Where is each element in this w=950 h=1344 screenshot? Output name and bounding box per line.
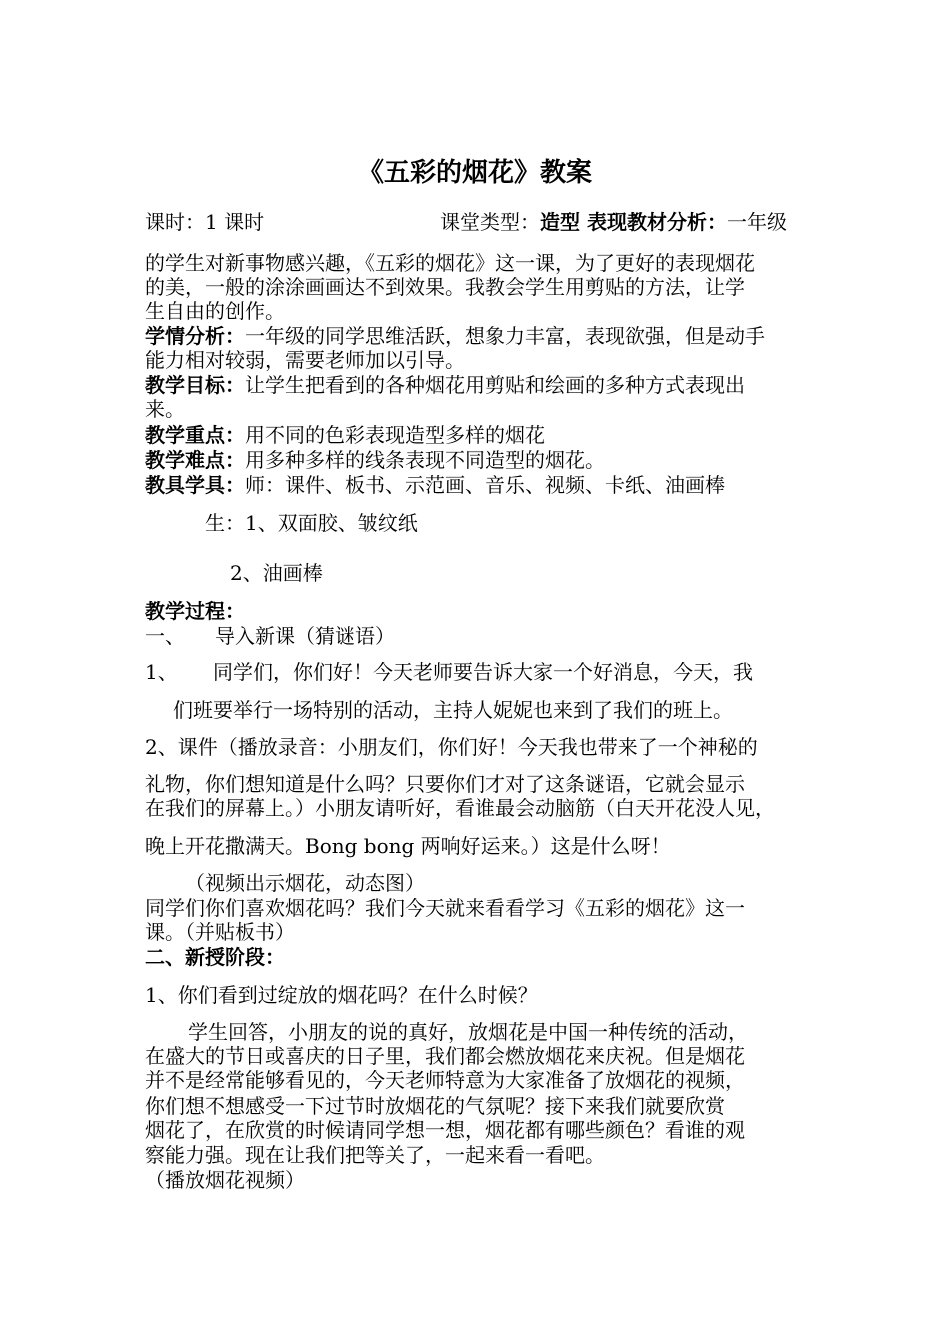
key-point-label: 教学重点： — [145, 423, 245, 447]
item1-line: 们班要举行一场特别的活动，主持人妮妮也来到了我们的班上。 — [173, 698, 733, 722]
part1-title: 导入新课（猜谜语） — [215, 624, 395, 648]
tools-student-2: 2、油画棒 — [230, 561, 323, 585]
hours-value: 1 课时 — [205, 210, 265, 234]
like-line: 同学们你们喜欢烟花吗？我们今天就来看看学习《五彩的烟花》这一 — [145, 896, 745, 920]
answer-line: 学生回答，小朋友的说的真好，放烟花是中国一种传统的活动， — [188, 1020, 748, 1044]
key-point — [145, 425, 545, 445]
header-type — [440, 212, 787, 232]
part1-num: 一、 — [145, 624, 185, 648]
goal-text: 让学生把看到的各种烟花用剪贴和绘画的多种方式表现出 — [245, 373, 745, 397]
answer-line: 烟花了，在欣赏的时候请同学想一想，烟花都有哪些颜色？看谁的观 — [145, 1118, 745, 1142]
analysis-first: 一年级 — [726, 210, 787, 234]
tools-label: 教具学具： — [145, 473, 245, 497]
difficulty-label: 教学难点： — [145, 448, 245, 472]
tools-student-1: 生：1、双面胶、皱纹纸 — [205, 511, 418, 535]
answer-line: 在盛大的节日或喜庆的日子里，我们都会燃放烟花来庆祝。但是烟花 — [145, 1044, 745, 1068]
student-analysis-label: 学情分析： — [145, 324, 245, 348]
difficulty-text: 用多种多样的线条表现不同造型的烟花。 — [245, 448, 605, 472]
analysis-line: 的学生对新事物感兴趣，《五彩的烟花》这一课，为了更好的表现烟花 — [145, 251, 755, 275]
page-title: 《五彩的烟花》教案 — [357, 158, 592, 188]
video-note: （视频出示烟花，动态图） — [185, 871, 425, 895]
difficulty — [145, 450, 605, 470]
student-analysis-line: 能力相对较弱，需要老师加以引导。 — [145, 348, 465, 372]
header-line — [145, 212, 264, 232]
answer-line: 察能力强。现在让我们把等关了，一起来看一看吧。 — [145, 1143, 605, 1167]
answer-line: 你们想不想感受一下过节时放烟花的气氛呢？接下来我们就要欣赏 — [145, 1094, 725, 1118]
goal-line: 来。 — [145, 397, 185, 421]
part2-heading: 二、新授阶段： — [145, 945, 285, 969]
tools-teacher: 师：课件、板书、示范画、音乐、视频、卡纸、油画棒 — [245, 473, 725, 497]
hours-label: 课时： — [145, 210, 205, 234]
item2-line: 在我们的屏幕上。）小朋友请听好，看谁最会动脑筋（白天开花没人见， — [145, 796, 775, 820]
teaching-goal — [145, 375, 745, 395]
play-note: （播放烟花视频） — [145, 1168, 305, 1192]
item2-line: 2、课件（播放录音：小朋友们，你们好！今天我也带来了一个神秘的 — [145, 735, 758, 759]
like-line: 课。（并贴板书） — [145, 920, 295, 944]
type-value: 造型 表现 — [540, 210, 627, 234]
key-point-text: 用不同的色彩表现造型多样的烟花 — [245, 423, 545, 447]
item2-line: 礼物，你们想知道是什么吗？只要你们才对了这条谜语，它就会显示 — [145, 772, 745, 796]
process-heading: 教学过程： — [145, 599, 245, 623]
student-analysis — [145, 326, 765, 346]
goal-label: 教学目标： — [145, 373, 245, 397]
analysis-line: 生自由的创作。 — [145, 299, 285, 323]
type-label: 课堂类型： — [440, 210, 540, 234]
analysis-line: 的美，一般的涂涂画画达不到效果。我教会学生用剪贴的方法，让学 — [145, 275, 745, 299]
item2-line: 晚上开花撒满天。Bong bong 两响好运来。）这是什么呀！ — [145, 834, 671, 858]
item1-num: 1、 — [145, 660, 178, 684]
analysis-label: 教材分析： — [626, 210, 727, 234]
tools — [145, 475, 725, 495]
question-1: 1、你们看到过绽放的烟花吗？在什么时候？ — [145, 983, 538, 1007]
answer-line: 并不是经常能够看见的，今天老师特意为大家准备了放烟花的视频， — [145, 1068, 745, 1092]
item1-line: 同学们，你们好！今天老师要告诉大家一个好消息，今天，我 — [213, 660, 753, 684]
student-analysis-text: 一年级的同学思维活跃，想象力丰富，表现欲强，但是动手 — [245, 324, 765, 348]
